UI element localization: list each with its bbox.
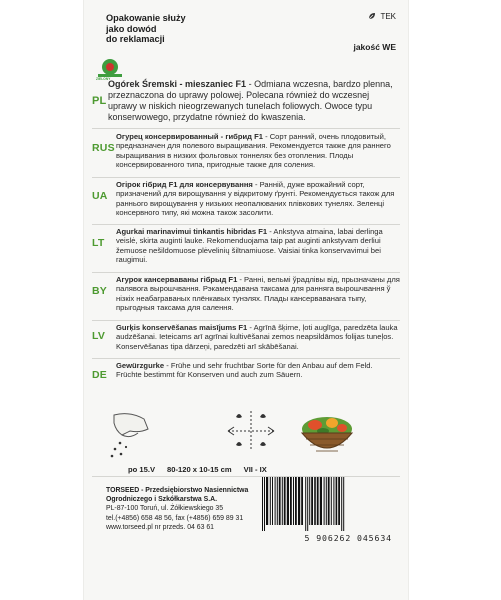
section-body: - Odmiana wczesna, bardzo plenna, przeznaczona do uprawy polowej. Polecana również do wczesnej uprawy w niskich nieogrzewanych tunelach foliowych. Owoce typu konserwowego, przydatne również do kwaszenia. bbox=[108, 79, 393, 122]
divider bbox=[92, 272, 400, 273]
cultivation-labels bbox=[128, 465, 267, 474]
language-code: LT bbox=[92, 237, 105, 249]
tek-icon bbox=[367, 11, 377, 21]
section-body: - Agrīnā šķirne, ļoti auglīga, paredzēta lauka audzēšanai. Ieteicams arī agrīnai kultivēšanai zemos neapsildāmos folijas tuneļos. Konservēšanas tipa dārzeņi, paredzēti arī skābēšanai. bbox=[116, 323, 398, 351]
company-web: www.torseed.pl nr przeds. 04 63 61 bbox=[106, 523, 215, 531]
complaint-note-line-2: jako dowód bbox=[106, 23, 157, 34]
language-code: BY bbox=[92, 285, 107, 297]
language-code: PL bbox=[92, 95, 107, 107]
section-text bbox=[116, 323, 400, 351]
seed-packet-back bbox=[84, 0, 408, 600]
section-pl bbox=[84, 77, 408, 129]
divider bbox=[92, 177, 400, 178]
sowing-time: po 15.V bbox=[128, 465, 156, 474]
section-title: Огірок гібрид F1 для консервування bbox=[116, 180, 253, 189]
section-title: Ogórek Śremski - mieszaniec F1 bbox=[108, 79, 247, 89]
eco-badge-text: ZIELONY bbox=[96, 77, 111, 81]
company-name: TORSEED - Przedsiębiorstwo Nasiennictwa bbox=[106, 487, 249, 494]
section-de bbox=[84, 360, 408, 392]
section-rus bbox=[84, 131, 408, 177]
section-text bbox=[116, 227, 400, 264]
section-title: Agurkai marinavimui tinkantis hibridas F1 bbox=[116, 227, 268, 236]
section-by bbox=[84, 274, 408, 320]
section-text bbox=[116, 361, 400, 380]
company-phone: tel.(+4856) 658 48 56, fax (+4856) 659 89 31 bbox=[106, 514, 244, 522]
barcode bbox=[256, 475, 392, 537]
section-text bbox=[116, 132, 400, 169]
complaint-note-line-1: Opakowanie służy bbox=[106, 13, 186, 23]
section-body: - Сорт ранний, очень плодовитый, предназначен для полевого выращивания. Рекомендуется также для раннего выращивания в низких фольговых тоннелях без отопления. Плоды консервированного типа, пригодные также для соления. bbox=[116, 132, 391, 169]
company-name-2: Ogrodniczego i Szkółkarstwa S.A. bbox=[106, 496, 218, 504]
section-title: Агурок кансерваваны гібрыд F1 bbox=[116, 275, 238, 284]
section-ua bbox=[84, 179, 408, 225]
cultivation-pictograms bbox=[84, 405, 408, 460]
section-body: - Ankstyva atmaina, labai derlinga veislė, skirta auginti lauke. Rekomenduojama taip pat auginti ankstyvam derliui žemuose nešildomuose plėvelinių šiltnamiuose. Vaisiai tinka konservavimui bei raugimui. bbox=[116, 227, 383, 264]
divider bbox=[92, 320, 400, 321]
section-text bbox=[108, 79, 400, 123]
tek-label: TEK bbox=[380, 11, 396, 21]
section-title: Gewürzgurke bbox=[116, 361, 165, 370]
barcode-bars bbox=[256, 475, 392, 533]
language-code: RUS bbox=[92, 142, 115, 154]
section-body: - Frühe und sehr fruchtbar Sorte für den Anbau auf dem Feld. Früchte bestimmt für Konserven und auch zum Säuern. bbox=[116, 361, 373, 380]
plant-spacing: 80-120 x 10-15 cm bbox=[167, 465, 232, 474]
barcode-digits: 5 906262 045634 bbox=[304, 533, 392, 543]
language-code: DE bbox=[92, 369, 107, 381]
divider bbox=[92, 224, 400, 225]
complaint-note bbox=[106, 13, 196, 45]
language-code: LV bbox=[92, 330, 106, 342]
section-body: - Ранній, дуже врожайний сорт, призначений для вирощування у відкритому ґрунті. Рекомендується також для раннього вирощування у низьких неопалюваних плівкових тунелях. Зеленці консервного типу, які можна також засолити. bbox=[116, 180, 395, 217]
section-lt bbox=[84, 226, 408, 272]
section-lv bbox=[84, 322, 408, 358]
section-text bbox=[116, 275, 400, 312]
section-title: Огурец консервированный - гибрид F1 bbox=[116, 132, 263, 141]
section-title: Gurķis konservēšanas maisījums F1 bbox=[116, 323, 248, 332]
divider bbox=[92, 128, 400, 129]
tek-mark bbox=[367, 11, 396, 21]
harvest-time: VII - IX bbox=[243, 465, 267, 474]
quality-label: jakość WE bbox=[353, 42, 396, 52]
language-code: UA bbox=[92, 190, 108, 202]
section-body: - Ранні, вельмі ўрадлівы від, прызначаны для палявога вырошчвання. Рэкамендавана таксама для ранняга вырошчвання ў нізкіх неабаграваных плёнкавых тунэлях. Плады кансерваванага тыпу, прыгодныя таксама для салення. bbox=[116, 275, 400, 312]
harvest-basket-icon bbox=[296, 405, 358, 463]
section-text bbox=[116, 180, 400, 217]
company-info bbox=[106, 486, 248, 532]
sowing-hand-icon bbox=[100, 409, 160, 461]
eco-badge-icon bbox=[102, 59, 118, 75]
divider bbox=[92, 358, 400, 359]
company-address: PL-87-100 Toruń, ul. Żółkiewskiego 35 bbox=[106, 505, 224, 513]
plant-spacing-icon bbox=[222, 407, 280, 455]
complaint-note-line-3: do reklamacji bbox=[106, 34, 165, 44]
